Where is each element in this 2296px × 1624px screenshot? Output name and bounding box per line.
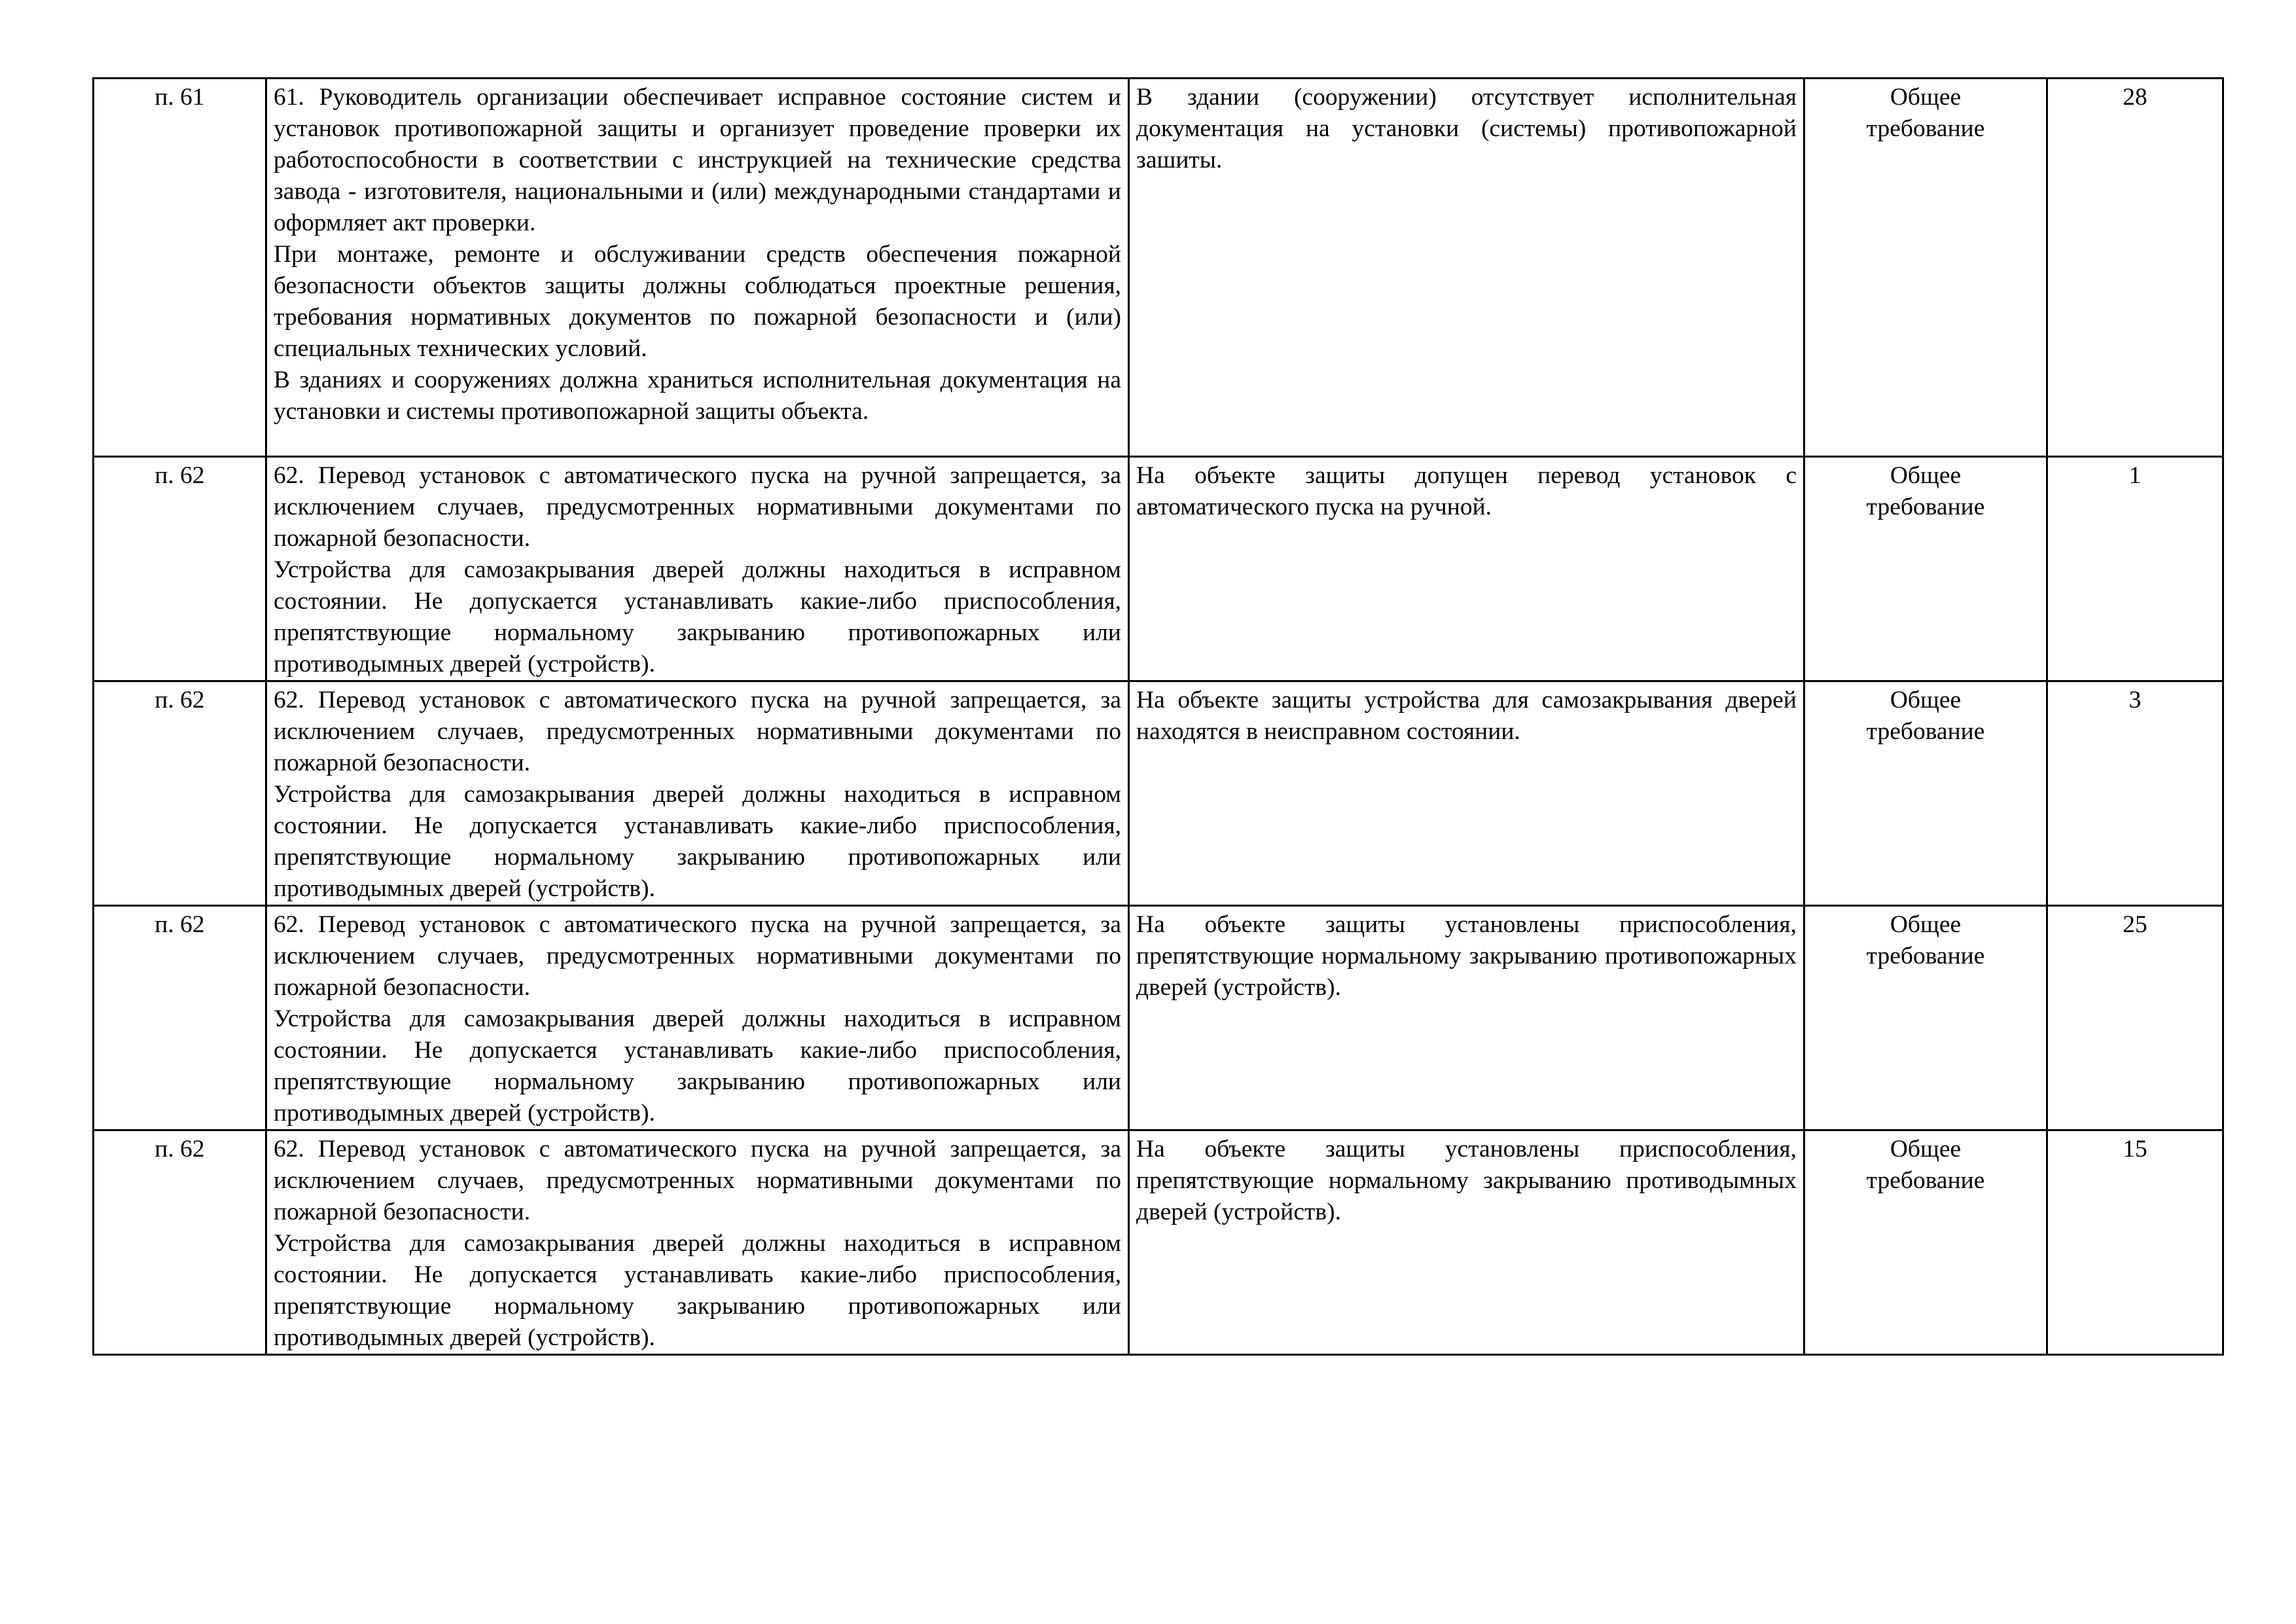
requirement-paragraph: Устройства для самозакрывания дверей должны находиться в исправном состоянии. Не допускается устанавливать какие-либо приспособления, препятствующие нормальному закрыванию противопожарных или противодымных дверей (устройств). [274,781,1121,902]
requirement-type-line: требование [1866,943,1985,969]
clause-ref-cell: п. 62 [94,681,266,906]
requirement-type-line: Общее [1890,911,1962,938]
violation-text: На объекте защиты установлены приспособления, препятствующие нормальному закрыванию противодымных дверей (устройств). [1136,1136,1797,1225]
violation-cell [1129,457,1804,681]
requirement-text-cell [266,457,1129,681]
requirement-type-line: Общее [1890,687,1962,713]
table-row [94,79,2223,457]
requirement-text-cell [266,681,1129,906]
requirement-type-cell [1804,906,2047,1130]
requirement-paragraph: 61. Руководитель организации обеспечивает исправное состояние систем и установок противопожарной защиты и организует проведение проверки их работоспособности в соответствии с инструкцией на технические средства завода - изготовителя, национальными и (или) международными стандартами и оформляет акт проверки. [274,84,1121,236]
violation-cell [1129,681,1804,906]
requirements-table [92,77,2224,1356]
requirement-paragraph: Устройства для самозакрывания дверей должны находиться в исправном состоянии. Не допускается устанавливать какие-либо приспособления, препятствующие нормальному закрыванию противопожарных или противодымных дверей (устройств). [274,1230,1121,1351]
requirement-type-line: Общее [1890,1136,1962,1163]
requirement-type-line: требование [1866,494,1985,520]
item-number-cell: 15 [2047,1130,2223,1355]
item-number-cell: 3 [2047,681,2223,906]
table-row [94,1130,2223,1355]
requirement-type-cell [1804,457,2047,681]
requirement-type-line: Общее [1890,84,1962,111]
table-row [94,457,2223,681]
requirement-paragraph: 62. Перевод установок с автоматического пуска на ручной запрещается, за исключением случаев, предусмотренных нормативными документами по пожарной безопасности. [274,687,1121,776]
requirement-type-line: Общее [1890,462,1962,489]
violation-text: На объекте защиты устройства для самозакрывания дверей находятся в неисправном состоянии. [1136,687,1797,745]
violation-text: В здании (сооружении) отсутствует исполнительная документация на установки (системы) противопожарной зашиты. [1136,84,1797,173]
requirement-type-line: требование [1866,718,1985,745]
requirement-type-cell [1804,1130,2047,1355]
clause-ref-cell: п. 62 [94,1130,266,1355]
clause-ref-cell: п. 62 [94,906,266,1130]
violation-text: На объекте защиты допущен перевод установок с автоматического пуска на ручной. [1136,462,1797,520]
requirement-paragraph: Устройства для самозакрывания дверей должны находиться в исправном состоянии. Не допускается устанавливать какие-либо приспособления, препятствующие нормальному закрыванию противопожарных или противодымных дверей (устройств). [274,1005,1121,1127]
item-number-cell: 1 [2047,457,2223,681]
requirement-type-line: требование [1866,115,1985,142]
requirement-text-cell [266,906,1129,1130]
item-number-cell: 28 [2047,79,2223,457]
item-number-cell: 25 [2047,906,2223,1130]
requirement-paragraph: При монтаже, ремонте и обслуживании средств обеспечения пожарной безопасности объектов защиты должны соблюдаться проектные решения, требования нормативных документов по пожарной безопасности и (или) специальных технических условий. [274,241,1121,362]
requirement-paragraph: 62. Перевод установок с автоматического пуска на ручной запрещается, за исключением случаев, предусмотренных нормативными документами по пожарной безопасности. [274,462,1121,552]
violation-text: На объекте защиты установлены приспособления, препятствующие нормальному закрыванию противопожарных дверей (устройств). [1136,911,1797,1001]
table-row [94,906,2223,1130]
violation-cell [1129,1130,1804,1355]
requirement-paragraph: 62. Перевод установок с автоматического пуска на ручной запрещается, за исключением случаев, предусмотренных нормативными документами по пожарной безопасности. [274,1136,1121,1225]
violation-cell [1129,79,1804,457]
table-row [94,681,2223,906]
requirement-type-cell [1804,79,2047,457]
requirement-paragraph: 62. Перевод установок с автоматического пуска на ручной запрещается, за исключением случаев, предусмотренных нормативными документами по пожарной безопасности. [274,911,1121,1001]
requirement-type-cell [1804,681,2047,906]
requirement-paragraph: В зданиях и сооружениях должна храниться исполнительная документация на установки и системы противопожарной защиты объекта. [274,367,1121,425]
clause-ref-cell: п. 62 [94,457,266,681]
requirement-paragraph: Устройства для самозакрывания дверей должны находиться в исправном состоянии. Не допускается устанавливать какие-либо приспособления, препятствующие нормальному закрыванию противопожарных или противодымных дверей (устройств). [274,556,1121,677]
requirement-text-cell [266,1130,1129,1355]
clause-ref-cell: п. 61 [94,79,266,457]
requirement-text-cell [266,79,1129,457]
violation-cell [1129,906,1804,1130]
requirement-type-line: требование [1866,1167,1985,1194]
